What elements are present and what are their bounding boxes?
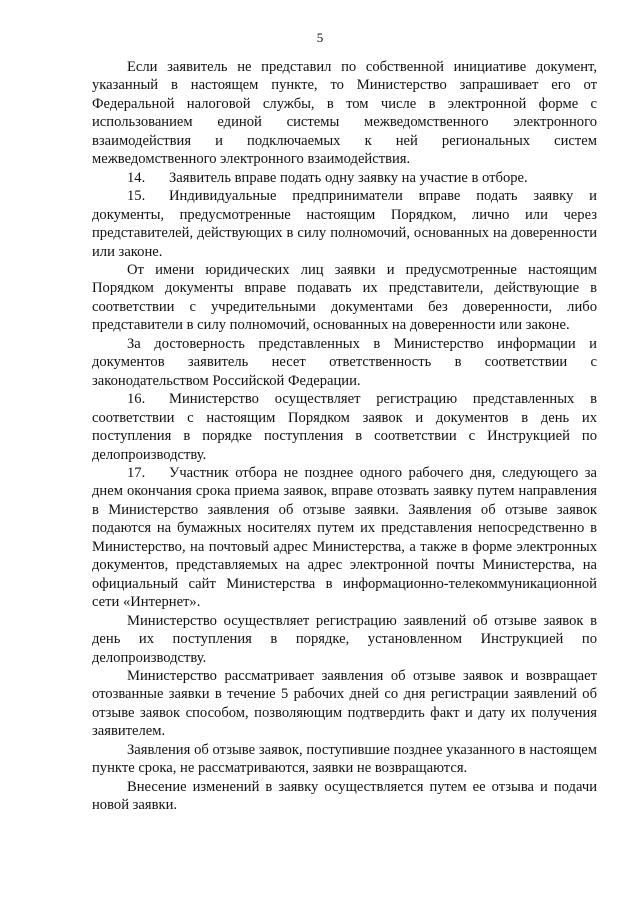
paragraph-text: За достоверность представленных в Министерство информации и документов заявитель несет ответственность в соответствии с законодательством Российской Федерации.: [92, 335, 597, 389]
paragraph-text: Министерство осуществляет регистрацию представленных в соответствии с настоящим Порядком заявок и документов в день их поступления в порядке поступления в соответствии с Инструкцией по делопроизводству.: [92, 391, 597, 463]
paragraph-withdrawal-registration: [92, 612, 597, 667]
paragraph-15: [92, 187, 597, 261]
page-number: 5: [316, 30, 324, 45]
paragraph-amendments: [92, 778, 597, 815]
paragraph-late-withdrawals: [92, 741, 597, 778]
paragraph-text: Заявитель вправе подать одну заявку на участие в отборе.: [169, 169, 528, 186]
paragraph-17: [92, 464, 597, 612]
paragraph-tax-request: [92, 58, 597, 169]
paragraph-text: Заявления об отзыве заявок, поступившие позднее указанного в настоящем пункте срока, не рассматриваются, заявки не возвращаются.: [92, 741, 597, 777]
paragraph-number: 16.: [127, 391, 146, 408]
paragraph-text: Внесение изменений в заявку осуществляется путем ее отзыва и подачи новой заявки.: [92, 778, 597, 814]
paragraph-number: 15.: [127, 188, 146, 205]
paragraph-text: Индивидуальные предприниматели вправе подать заявку и документы, предусмотренные настоящим Порядком, лично или через представителей, действующих в силу полномочий, основанных на доверенности или законе.: [92, 188, 597, 260]
paragraph-16: [92, 390, 597, 464]
paragraph-text: Министерство рассматривает заявления об отзыве заявок и возвращает отозванные заявки в течение 5 рабочих дней со дня регистрации заявлений об отзыве заявок способом, позволяющим подтвердить факт и дату их получения заявителем.: [92, 667, 597, 740]
paragraph-number: 17.: [127, 464, 146, 481]
paragraph-text: Министерство осуществляет регистрацию заявлений об отзыве заявок в день их поступления в порядке, установленном Инструкцией по делопроизводству.: [92, 612, 597, 666]
paragraph-withdrawal-review: [92, 667, 597, 741]
paragraph-text: Участник отбора не позднее одного рабочего дня, следующего за днем окончания срока приема заявок, вправе отозвать заявку путем направления в Министерство заявления об отзыве заявки. Заявления об отзыве заявок подаются на бумажных носителях путем их представления непосредственно в Министерство, на почтовый адрес Министерства, а также в форме электронных документов, представляемых на адрес электронной почты Министерства, на официальный сайт Министерства в информационно-телекоммуникационной сети «Интернет».: [92, 464, 597, 611]
paragraph-text: От имени юридических лиц заявки и предусмотренные настоящим Порядком документы вправе подавать их представители, действующие в соответствии с учредительными документами без доверенности, либо представители в силу полномочий, основанных на доверенности или законе.: [92, 261, 597, 334]
document-body: [92, 58, 597, 815]
paragraph-responsibility: [92, 335, 597, 390]
paragraph-14: [92, 169, 597, 187]
paragraph-text: Если заявитель не представил по собственной инициативе документ, указанный в настоящем пункте, то Министерство запрашивает его от Федеральной налоговой службы, в том числе в электронной форме с использованием единой системы межведомственного электронного взаимодействия и подключаемых к ней региональных систем межведомственного электронного взаимодействия.: [92, 59, 597, 168]
paragraph-legal-entities: [92, 261, 597, 335]
paragraph-number: 14.: [127, 169, 146, 186]
